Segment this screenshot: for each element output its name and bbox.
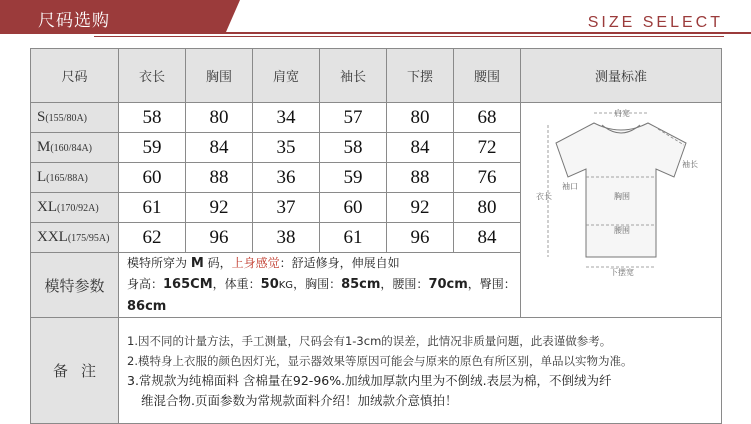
size-chart-table: [30, 48, 722, 424]
table-cell: 59: [320, 163, 387, 193]
table-cell: 84: [387, 133, 454, 163]
table-cell: 57: [320, 103, 387, 133]
table-header-row: [31, 49, 722, 103]
column-header: 胸围: [186, 49, 253, 103]
length-label: 衣长: [536, 192, 552, 201]
column-header-diagram: 测量标准: [521, 49, 722, 103]
chest-label: 胸围: [614, 192, 630, 201]
section-subtitle: SIZE SELECT: [587, 14, 723, 31]
table-cell: 61: [119, 193, 186, 223]
table-cell: 58: [119, 103, 186, 133]
table-cell: 80: [186, 103, 253, 133]
column-header: 衣长: [119, 49, 186, 103]
note-item: 2.模特身上衣服的颜色因灯光，显示器效果等原因可能会与原来的原色有所区别，单品以实物为准。: [127, 353, 633, 368]
section-title: 尺码选购: [38, 11, 110, 31]
table-cell: 96: [387, 223, 454, 253]
tshirt-diagram-icon: [536, 107, 706, 277]
size-cell: XL(170/92A): [31, 193, 119, 223]
measurement-diagram: [521, 103, 722, 318]
table-cell: 38: [253, 223, 320, 253]
table-cell: 84: [454, 223, 521, 253]
table-cell: 59: [119, 133, 186, 163]
shoulder-label: 肩宽: [614, 109, 630, 118]
table-cell: 92: [387, 193, 454, 223]
note-item: 维混合物.页面参数为常规款面料介绍！加绒款介意慎拍！: [141, 392, 458, 408]
waist-label: 腰围: [614, 226, 630, 235]
table-cell: 72: [454, 133, 521, 163]
notes-content: [119, 318, 722, 424]
table-cell: 35: [253, 133, 320, 163]
header-tab-notch: [226, 0, 240, 32]
model-line-2: 身高：165CM，体重：50KG，胸围：85cm，腰围：70cm，臀围：86cm: [127, 277, 516, 314]
column-header: 袖长: [320, 49, 387, 103]
size-cell: L(165/88A): [31, 163, 119, 193]
table-cell: 60: [320, 193, 387, 223]
cuff-label: 袖口: [562, 182, 578, 191]
model-info: [119, 253, 521, 318]
notes-row: [31, 318, 722, 424]
hem-label: 下摆宽: [610, 268, 634, 277]
note-item: 1.因不同的计量方法，手工测量，尺码会有1-3cm的误差，此情况非质量问题，此表谨做参考。: [127, 333, 612, 348]
table-cell: 92: [186, 193, 253, 223]
table-cell: 84: [186, 133, 253, 163]
size-cell: M(160/84A): [31, 133, 119, 163]
header-tab: [0, 0, 226, 32]
header-rule: [0, 32, 751, 34]
table-cell: 76: [454, 163, 521, 193]
table-cell: 36: [253, 163, 320, 193]
size-cell: XXL(175/95A): [31, 223, 119, 253]
table-cell: 68: [454, 103, 521, 133]
table-row: [31, 103, 722, 133]
column-header: 尺码: [31, 49, 119, 103]
table-cell: 88: [387, 163, 454, 193]
sleeve-label: 袖长: [682, 160, 698, 169]
table-cell: 61: [320, 223, 387, 253]
section-header: [0, 0, 751, 38]
table-cell: 88: [186, 163, 253, 193]
table-cell: 62: [119, 223, 186, 253]
table-cell: 58: [320, 133, 387, 163]
table-cell: 34: [253, 103, 320, 133]
column-header: 腰围: [454, 49, 521, 103]
subtitle-underline: [94, 36, 724, 37]
model-label: 模特参数: [31, 253, 119, 318]
column-header: 肩宽: [253, 49, 320, 103]
column-header: 下摆: [387, 49, 454, 103]
table-cell: 96: [186, 223, 253, 253]
table-cell: 60: [119, 163, 186, 193]
table-cell: 80: [454, 193, 521, 223]
table-cell: 37: [253, 193, 320, 223]
notes-label: 备 注: [31, 318, 119, 424]
note-item: 3.常规款为纯棉面料 含棉量在92-96%.加绒加厚款内里为不倒绒.表层为棉，不倒绒为纤: [127, 372, 612, 388]
size-cell: S(155/80A): [31, 103, 119, 133]
table-cell: 80: [387, 103, 454, 133]
model-line-1: 模特所穿为 M 码，上身感觉：舒适修身，伸展自如: [127, 256, 400, 271]
